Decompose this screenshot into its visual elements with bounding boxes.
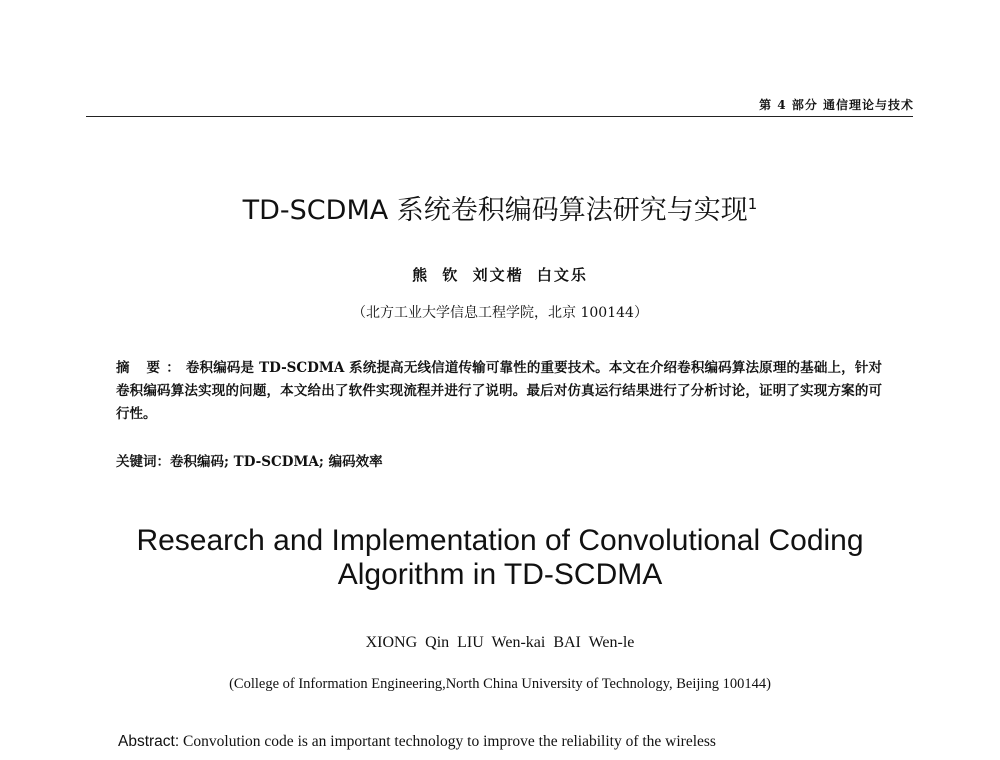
chinese-abstract-label: 摘 要： [116, 360, 186, 376]
chinese-abstract-text: 卷积编码是 TD-SCDMA 系统提高无线信道传输可靠性的重要技术。本文在介绍卷积编码算法原理的基础上，针对卷积编码算法实现的问题，本文给出了软件实现流程并进行了说明。最后对仿真运行结果进行了分析讨论，证明了实现方案的可行性。 [116, 360, 883, 422]
english-abstract-label: Abstract: [118, 733, 180, 750]
chinese-keywords-text: 卷积编码; TD-SCDMA; 编码效率 [170, 454, 383, 470]
english-title-line-2: Algorithm in TD-SCDMA [337, 558, 663, 591]
chinese-keywords-label: 关键词： [116, 454, 170, 470]
english-affiliation: (College of Information Engineering,North China University of Technology, Beijing 100144) [229, 676, 771, 692]
chinese-keywords [116, 450, 882, 470]
english-abstract-text: Convolution code is an important technology to improve the reliability of the wireless [183, 733, 716, 750]
chinese-title-text: TD-SCDMA 系统卷积编码算法研究与实现 [242, 195, 748, 226]
english-title [0, 524, 1000, 592]
chinese-title [0, 188, 1000, 227]
chinese-abstract [116, 357, 882, 426]
chinese-affiliation: （北方工业大学信息工程学院，北京 100144） [352, 305, 648, 321]
running-head: 第 4 部分 通信理论与技术 [759, 98, 914, 112]
english-title-line-1: Research and Implementation of Convolutional Coding [136, 524, 864, 557]
title-footnote-marker: 1 [747, 195, 758, 213]
header-rule [86, 116, 913, 117]
chinese-authors: 熊 钦 刘文楷 白文乐 [412, 266, 588, 284]
english-abstract [118, 730, 880, 754]
english-authors: XIONG Qin LIU Wen-kai BAI Wen-le [365, 634, 635, 651]
